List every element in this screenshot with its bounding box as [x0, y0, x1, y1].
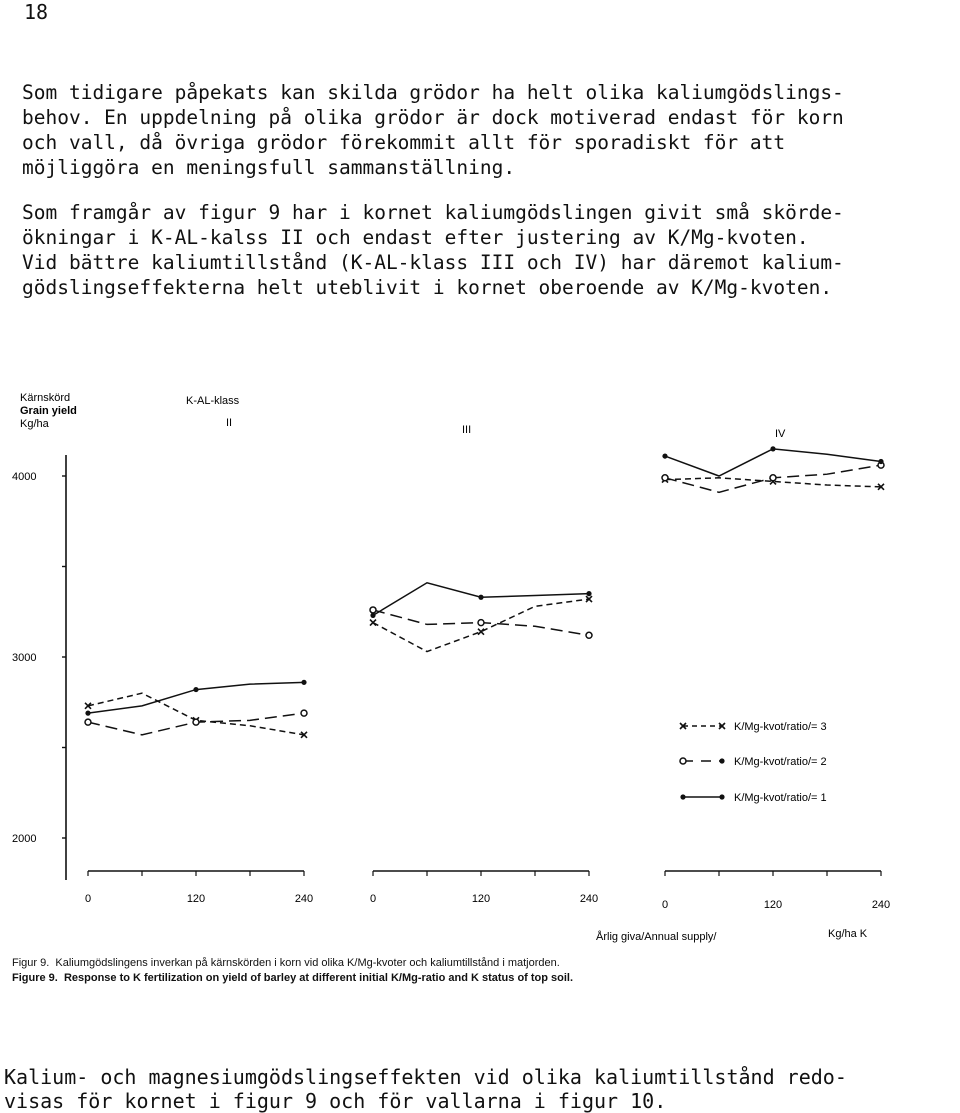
x-tick-label: 240	[579, 893, 599, 905]
series-line	[85, 693, 307, 738]
x-tick-label: 120	[471, 893, 491, 905]
data-point	[85, 711, 90, 716]
data-point	[662, 475, 668, 481]
x-tick-label: 240	[871, 899, 891, 911]
legend	[680, 721, 827, 804]
data-point	[770, 475, 776, 481]
series-line	[370, 583, 591, 618]
x-axis-unit: Kg/ha K	[828, 928, 868, 940]
y-label-line: Kg/ha	[20, 418, 49, 430]
data-point	[85, 719, 91, 725]
data-point	[193, 719, 199, 725]
data-point	[770, 446, 775, 451]
data-point	[301, 710, 307, 716]
x-tick-label: 240	[294, 893, 314, 905]
data-point	[878, 459, 883, 464]
series-line	[85, 710, 307, 735]
paragraph-closing: Kalium- och magnesiumgödslingseffekten vid olika kaliumtillstånd redo- visas för kornet i figur 9 och för vallarna i figur 10.	[4, 1065, 847, 1113]
caption-swedish: Figur 9. Kaliumgödslingens inverkan på kärnskörden i korn vid olika K/Mg-kvoter och kaliumtillstånd i matjorden.	[12, 957, 560, 969]
group-title: K-AL-klass	[186, 395, 240, 407]
y-tick-label: 2000	[12, 833, 37, 845]
x-axis-label: Årlig giva/Annual supply/	[596, 931, 717, 943]
data-point	[370, 607, 376, 613]
data-point	[719, 758, 724, 763]
series-line	[370, 607, 592, 638]
panel-label: II	[226, 417, 233, 429]
x-tick-label: 0	[84, 893, 92, 905]
y-label-line: Grain yield	[20, 405, 77, 417]
data-point	[719, 794, 724, 799]
y-axis	[12, 455, 66, 880]
series-layer	[85, 446, 884, 738]
series-line	[85, 680, 306, 716]
caption-english: Figure 9. Response to K fertilization on yield of barley at different initial K/Mg-ratio and K status of top soil.	[12, 972, 574, 984]
data-point	[370, 620, 376, 626]
data-point	[662, 453, 667, 458]
data-point	[586, 632, 592, 638]
panel-label: III	[462, 424, 472, 436]
legend-label: K/Mg-kvot/ratio/= 2	[734, 756, 827, 768]
paragraph-figure-discussion: Som framgår av figur 9 har i kornet kaliumgödslingen givit små skörde- ökningar i K-AL-kalss II och endast efter justering av K/Mg-kvoten. Vid bättre kaliumtillstånd (K-AL-klass III och IV) har däremot kalium- gödslingseffekterna helt uteblivit i kornet oberoende av K/Mg-kvoten.	[22, 201, 844, 299]
legend-label: K/Mg-kvot/ratio/= 3	[734, 721, 827, 733]
data-point	[586, 591, 591, 596]
x-tick-label: 120	[763, 899, 783, 911]
data-point	[370, 613, 375, 618]
data-point	[478, 620, 484, 626]
page-number: 18	[24, 0, 49, 24]
series-polyline	[88, 693, 304, 735]
data-point	[478, 629, 484, 635]
x-axes	[85, 871, 890, 911]
x-tick-label: 0	[661, 899, 669, 911]
y-tick-label: 3000	[12, 652, 37, 664]
y-label-line: Kärnskörd	[20, 392, 71, 404]
legend-label: K/Mg-kvot/ratio/= 1	[734, 792, 827, 804]
y-axis-label	[20, 392, 77, 430]
paragraph-intro: Som tidigare påpekats kan skilda grödor ha helt olika kaliumgödslings- behov. En uppdelning på olika grödor är dock motiverad endast för korn och vall, då övriga grödor förekommit allt för sporadiskt för att möjliggöra en meningsfull sammanställning.	[22, 81, 844, 179]
y-tick-label: 4000	[12, 471, 37, 483]
data-point	[193, 687, 198, 692]
panel-label: IV	[775, 428, 786, 440]
data-point	[680, 758, 686, 764]
series-line	[662, 446, 883, 476]
data-point	[301, 680, 306, 685]
x-tick-label: 120	[186, 893, 206, 905]
panel-labels	[226, 417, 786, 440]
x-tick-label: 0	[369, 893, 377, 905]
series-polyline	[665, 449, 881, 476]
data-point	[680, 794, 685, 799]
data-point	[478, 595, 483, 600]
